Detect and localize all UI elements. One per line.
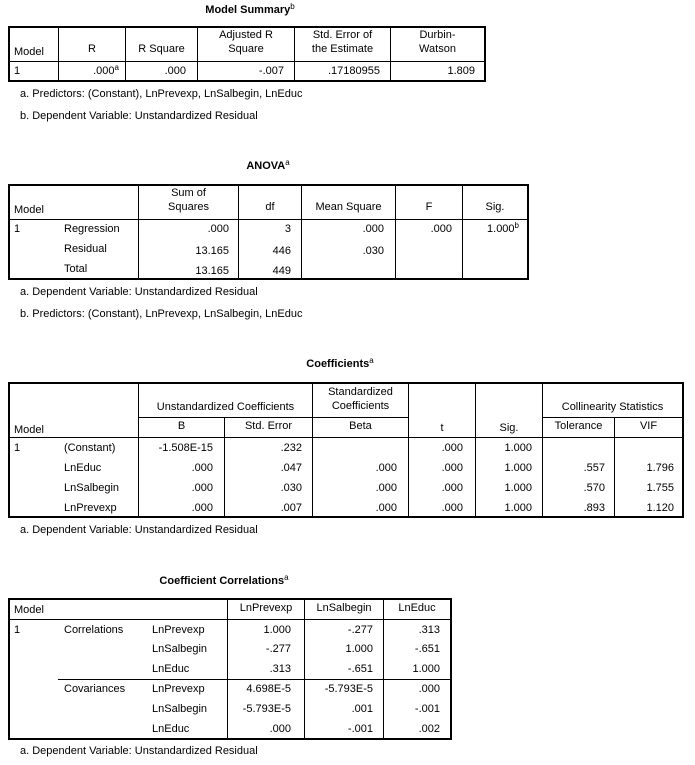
anova-cell: 449 [272,265,291,277]
coef-header-b: B [177,420,186,432]
anova-header-ms: Mean Square [315,201,382,213]
header-adj-r-square-2: Square [228,43,264,55]
coef-cell: .000 [375,462,397,474]
corr-cell: .002 [418,723,440,735]
corr-row-var: LnPrevexp [152,624,205,636]
anova-header-model: Model [14,204,44,216]
coefficients-title: Coefficients$^a$ [306,356,374,370]
header-std-error-2: the Estimate [311,43,374,55]
coef-cell: .000 [441,502,463,514]
anova-cell: .000 [430,223,452,235]
cell-std-error: .17180955 [328,65,380,77]
anova-cell: 3 [284,223,291,235]
header-r: R [88,43,96,55]
coef-row-label: LnPrevexp [64,502,117,514]
coef-model: 1 [14,442,21,454]
corr-cell: .000 [418,683,440,695]
anova-row-label: Residual [64,243,107,255]
header-std-error-1: Std. Error of [312,29,373,41]
coef-cell: .232 [280,442,302,454]
coef-corr-title: Coefficient Correlations$^a$ [159,573,289,587]
header-r-square: R Square [138,43,185,55]
anova-header-ss-2: Squares [168,201,209,213]
anova-cell: .030 [362,245,384,257]
coef-cell: .030 [280,482,302,494]
coef-cell: .047 [280,462,302,474]
anova-header-sig: Sig. [485,201,505,213]
coef-cell: .000 [441,462,463,474]
corr-group-label: Covariances [64,683,126,695]
coef-row-label: (Constant) [64,442,116,454]
anova-cell: 13.165 [195,265,229,277]
anova-title: ANOVA$^a$ [246,158,290,172]
corr-row-var: LnSalbegin [152,703,208,715]
corr-row-var: LnSalbegin [152,643,208,655]
coef-header-beta: Beta [349,420,372,432]
cell-adj-r-square: -.007 [258,65,284,77]
coef-header-collinearity: Collinearity Statistics [561,401,664,413]
anova-row-label: Total [64,263,88,275]
coef-cell: 1.000 [504,442,532,454]
coef-cell: .000 [375,482,397,494]
corr-cell: .313 [418,624,440,636]
coef-header-unstd: Unstandardized Coefficients [156,401,295,413]
corr-cell: -.277 [347,624,373,636]
coef-cell: .557 [583,462,605,474]
coef-header-std-2: Coefficients [331,400,390,412]
corr-cell: 4.698E-5 [246,683,291,695]
model-summary-footnote-a: a. Predictors: (Constant), LnPrevexp, LnSalbegin, LnEduc [20,88,303,100]
coef-header-model: Model [14,424,44,436]
corr-cell: .001 [351,703,373,715]
coef-cell: .893 [583,502,605,514]
cell-durbin-watson: 1.809 [447,65,475,77]
corr-header-lneduc: LnEduc [398,602,436,614]
corr-header-lnsalbegin: LnSalbegin [316,602,372,614]
anova-header-df: df [265,201,275,213]
corr-cell: -5.793E-5 [324,683,373,695]
coef-cell: .007 [280,502,302,514]
cell-model: 1 [14,65,21,77]
anova-cell: .000 [207,223,229,235]
header-durbin-1: Durbin- [419,29,456,41]
corr-cell: -5.793E-5 [242,703,291,715]
corr-cell: -.001 [347,723,373,735]
coef-cell: -1.508E-15 [158,442,213,454]
coef-header-se: Std. Error [244,420,293,432]
anova-header-f: F [425,201,433,213]
anova-model: 1 [14,223,21,235]
anova-cell: 13.165 [195,245,229,257]
coef-cell: .000 [191,502,213,514]
coef-header-tolerance: Tolerance [554,420,603,432]
coef-cell: .000 [441,442,463,454]
corr-row-var: LnEduc [152,663,190,675]
coef-cell: 1.120 [646,502,674,514]
header-adj-r-square-1: Adjusted R [219,29,273,41]
coef-cell: .000 [375,502,397,514]
anova-footnote-b: b. Predictors: (Constant), LnPrevexp, LnSalbegin, LnEduc [20,308,303,320]
corr-cell: -.001 [414,703,440,715]
corr-cell: 1.000 [345,643,373,655]
coef-cell: 1.000 [504,502,532,514]
coef-header-vif: VIF [639,420,658,432]
coef-header-sig: Sig. [499,422,519,434]
coefficients-footnote-a: a. Dependent Variable: Unstandardized Residual [20,524,258,536]
corr-cell: 1.000 [263,624,291,636]
coef-cell: 1.000 [504,482,532,494]
header-durbin-2: Watson [419,43,456,55]
anova-cell: .000 [362,223,384,235]
cell-r: .000$^a$ [93,63,119,77]
coef-row-label: LnEduc [64,462,102,474]
corr-cell: .313 [269,663,291,675]
coef-cell: .570 [583,482,605,494]
anova-cell: 446 [272,245,291,257]
coef-cell: .000 [441,482,463,494]
header-model: Model [14,46,44,58]
anova-cell: 1.000$^b$ [487,221,519,235]
corr-model: 1 [14,624,21,636]
corr-cell: -.277 [265,643,291,655]
anova-header-ss-1: Sum of [171,187,206,199]
coef-cell: .000 [191,462,213,474]
corr-cell: 1.000 [412,663,440,675]
coef-row-label: LnSalbegin [64,482,120,494]
model-summary-footnote-b: b. Dependent Variable: Unstandardized Residual [20,110,258,122]
corr-group-label: Correlations [64,624,124,636]
corr-cell: -.651 [347,663,373,675]
coef-cell: 1.755 [646,482,674,494]
cell-r-square: .000 [164,65,186,77]
model-summary-title: Model Summary$^b$ [205,2,295,16]
corr-cell: -.651 [414,643,440,655]
coef-header-std-1: Standardized [328,386,393,398]
anova-footnote-a: a. Dependent Variable: Unstandardized Residual [20,286,258,298]
coef-cell: 1.000 [504,462,532,474]
corr-row-var: LnPrevexp [152,683,205,695]
coef-cell: 1.796 [646,462,674,474]
corr-cell: .000 [269,723,291,735]
corr-header-model: Model [14,604,44,616]
coef-corr-footnote-a: a. Dependent Variable: Unstandardized Residual [20,745,258,757]
corr-row-var: LnEduc [152,723,190,735]
corr-header-lnprevexp: LnPrevexp [239,602,293,614]
coef-cell: .000 [191,482,213,494]
coef-header-t: t [440,422,444,434]
anova-row-label: Regression [64,223,120,235]
